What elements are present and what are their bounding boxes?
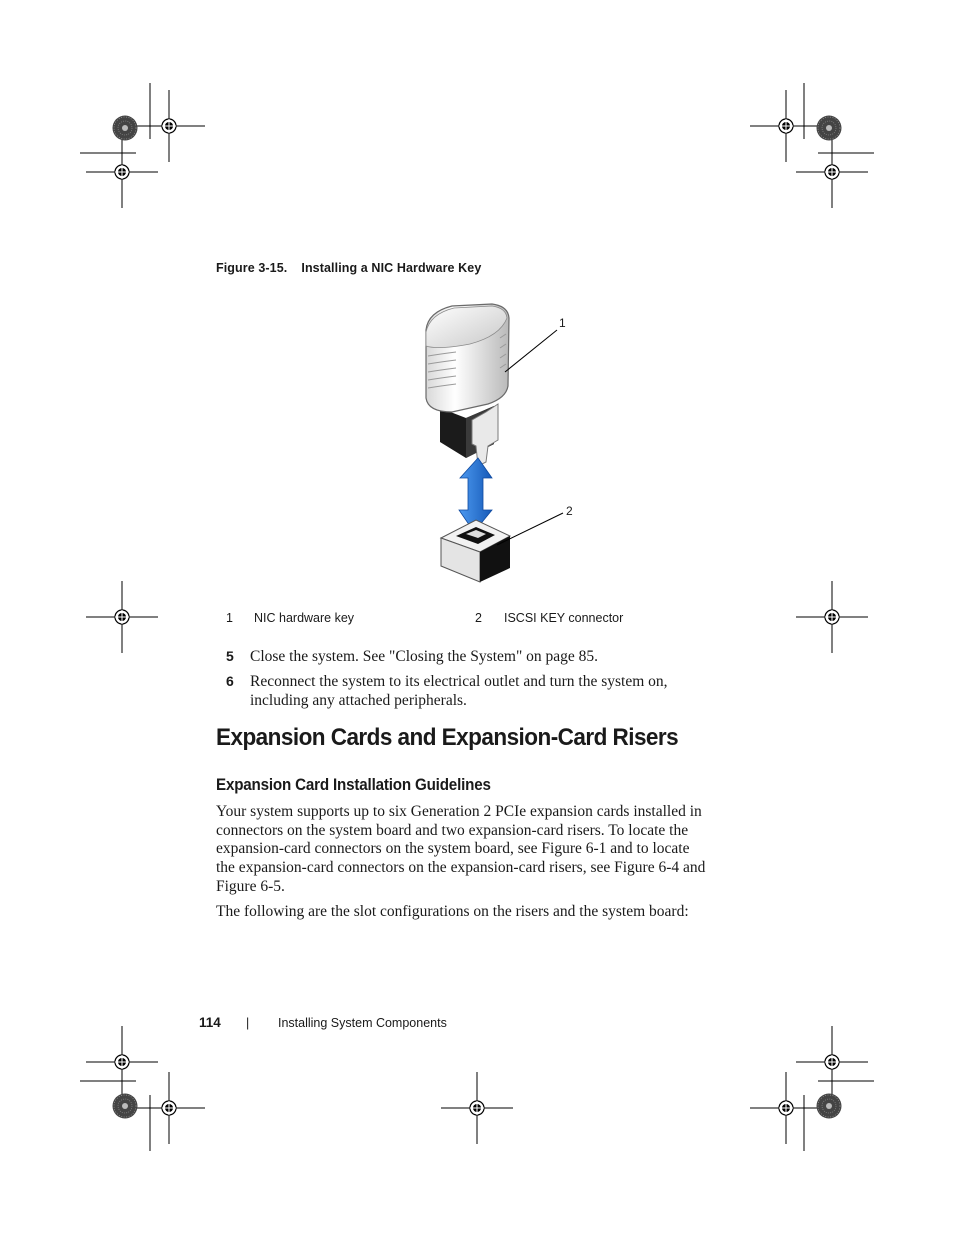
- callout-1: 1: [559, 316, 566, 330]
- page-number: 114: [199, 1015, 221, 1030]
- figure-title: Installing a NIC Hardware Key: [301, 261, 482, 275]
- iscsi-key-connector-illustration: [441, 520, 510, 582]
- step-number: 6: [226, 673, 234, 689]
- step-text-line: Reconnect the system to its electrical outlet and turn the system on,: [250, 673, 668, 690]
- paragraph-line: expansion-card connectors on the system board, see Figure 6-1 and to locate: [216, 840, 690, 858]
- nic-hardware-key-illustration: [426, 304, 509, 466]
- step-number: 5: [226, 648, 234, 664]
- legend-text-1: NIC hardware key: [254, 611, 355, 625]
- legend-text-2: ISCSI KEY connector: [504, 611, 624, 625]
- footer-separator: |: [246, 1016, 250, 1030]
- section-title: Expansion Cards and Expansion-Card Risers: [216, 724, 679, 751]
- body-paragraph: [216, 803, 716, 897]
- callout-2: 2: [566, 504, 573, 518]
- paragraph-line: The following are the slot configurations on the risers and the system board:: [216, 903, 689, 920]
- legend-number-1: 1: [226, 611, 233, 625]
- footer-chapter: Installing System Components: [278, 1016, 447, 1030]
- figure-label: Figure 3-15.: [216, 261, 288, 275]
- paragraph-line: Your system supports up to six Generation 2 PCIe expansion cards installed in: [216, 803, 702, 820]
- paragraph-line: connectors on the system board and two expansion-card risers. To locate the: [216, 821, 689, 839]
- legend-number-2: 2: [475, 611, 482, 625]
- paragraph-line: Figure 6-5.: [216, 877, 285, 895]
- step-text-line: including any attached peripherals.: [250, 692, 467, 709]
- paragraph-line: the expansion-card connectors on the expansion-card risers, see Figure 6-4 and: [216, 859, 706, 877]
- step-text-line: Close the system. See "Closing the System" on page 85.: [250, 648, 599, 665]
- subsection-title: Expansion Card Installation Guidelines: [216, 776, 491, 794]
- body-paragraph: [216, 903, 716, 922]
